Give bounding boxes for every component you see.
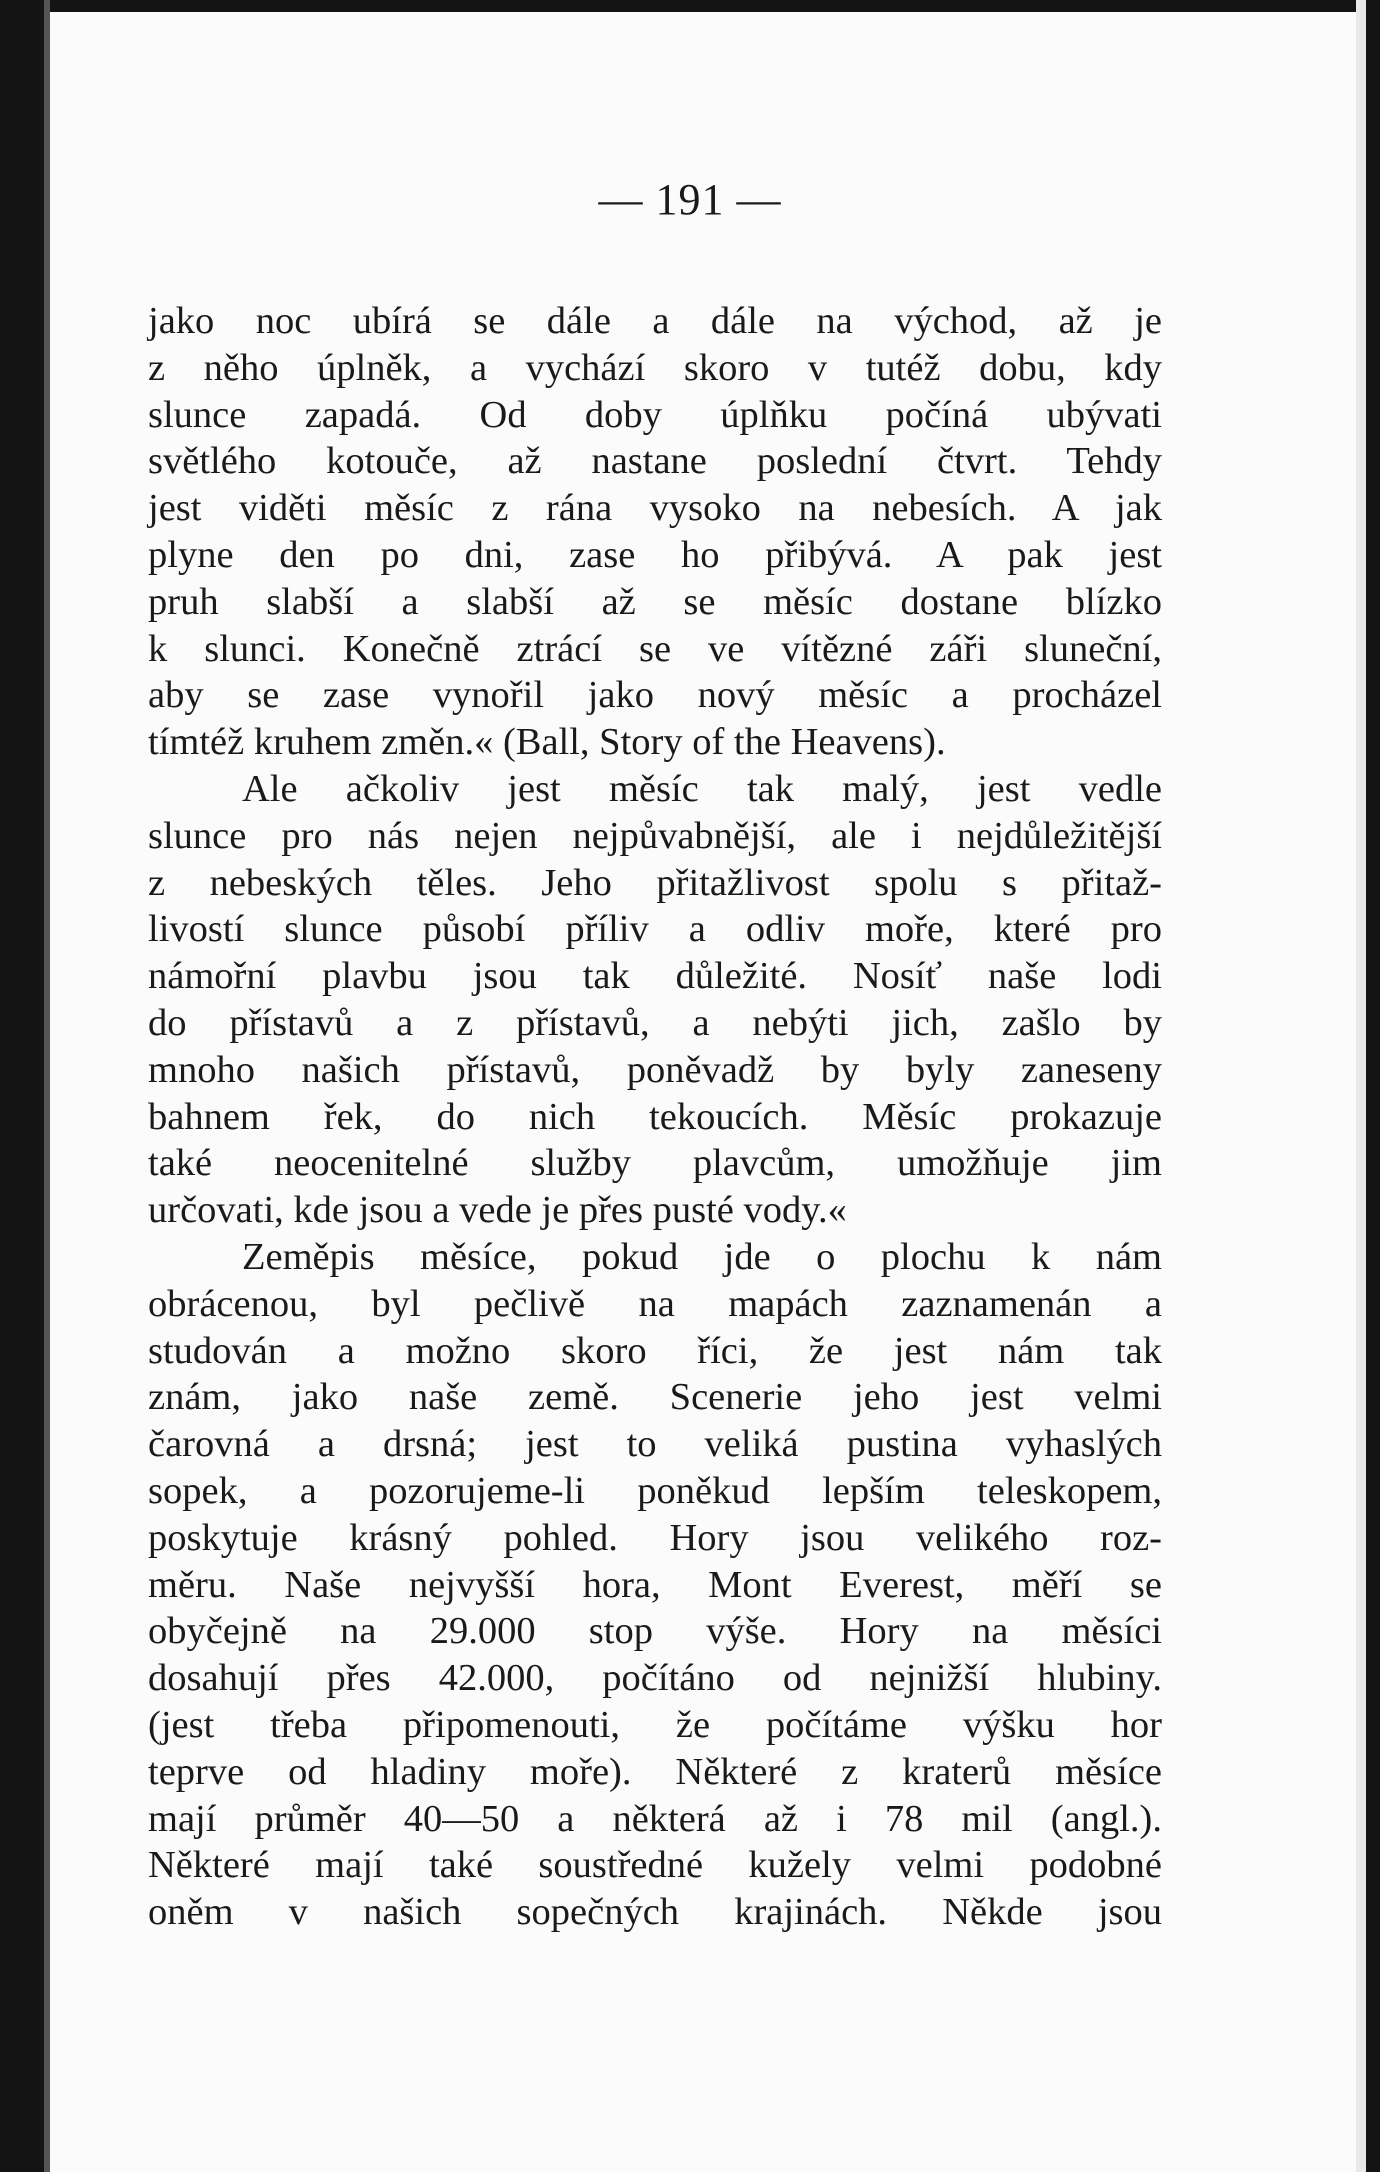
text-line: mají průměr 40—50 a některá až i 78 mil (angl.). <box>148 1797 1162 1840</box>
text-line: Některé mají také soustředné kužely velmi podobné <box>148 1844 1162 1887</box>
scan-right-edge <box>1366 0 1380 2172</box>
text-line: také neocenitelné služby plavcům, umožňuje jim <box>148 1142 1162 1185</box>
scan-right-shadow <box>1356 0 1366 2172</box>
text-line: obyčejně na 29.000 stop výše. Hory na měsíci <box>148 1610 1162 1653</box>
text-line: tímtéž kruhem změn.« (Ball, Story of the Heavens). <box>148 721 946 764</box>
text-line: jako noc ubírá se dále a dále na východ, až je <box>148 300 1162 342</box>
text-line: bahnem řek, do nich tekoucích. Měsíc prokazuje <box>148 1095 1162 1138</box>
text-line: slunce pro nás nejen nejpůvabnější, ale i nejdůležitější <box>148 814 1162 857</box>
text-line: slunce zapadá. Od doby úplňku počíná ubývati <box>148 393 1162 436</box>
text-line: livostí slunce působí příliv a odliv moře, které pro <box>148 908 1162 951</box>
text-line: teprve od hladiny moře). Některé z kraterů měsíce <box>148 1750 1162 1793</box>
text-line: studován a možno skoro říci, že jest nám tak <box>148 1329 1162 1372</box>
scan-left-edge <box>0 0 44 2172</box>
text-line: sopek, a pozorujeme-li poněkud lepším teleskopem, <box>148 1469 1162 1512</box>
text-line: (jest třeba připomenouti, že počítáme výšku hor <box>148 1703 1162 1746</box>
text-line: čarovná a drsná; jest to veliká pustina vyhaslých <box>148 1423 1162 1466</box>
text-line: jest viděti měsíc z rána vysoko na nebesích. A jak <box>148 487 1162 530</box>
text-line: námořní plavbu jsou tak důležité. Nosíť naše lodi <box>148 955 1162 998</box>
text-line: k slunci. Konečně ztrácí se ve vítězné záři sluneční, <box>148 627 1162 670</box>
text-line: určovati, kde jsou a vede je přes pusté vody.« <box>148 1189 847 1232</box>
text-line: dosahují přes 42.000, počítáno od nejnižší hlubiny. <box>148 1657 1162 1700</box>
text-line: světlého kotouče, až nastane poslední čtvrt. Tehdy <box>148 440 1162 483</box>
text-line: Ale ačkoliv jest měsíc tak malý, jest vedle <box>242 767 1162 810</box>
text-line: znám, jako naše země. Scenerie jeho jest velmi <box>148 1376 1162 1419</box>
text-line: poskytuje krásný pohled. Hory jsou velikého roz- <box>148 1516 1162 1559</box>
text-line: oněm v našich sopečných krajinách. Někde jsou <box>148 1891 1162 1934</box>
text-line: pruh slabší a slabší až se měsíc dostane blízko <box>148 580 1162 623</box>
text-line: Zeměpis měsíce, pokud jde o plochu k nám <box>242 1235 1162 1278</box>
text-line: z nebeských těles. Jeho přitažlivost spolu s přitaž- <box>148 861 1162 904</box>
page-number: — 191 — <box>598 175 782 224</box>
text-line: obrácenou, byl pečlivě na mapách zaznamenán a <box>148 1282 1162 1325</box>
body-text <box>148 298 1162 1936</box>
text-line: plyne den po dni, zase ho přibývá. A pak jest <box>148 533 1162 576</box>
scan-top-edge <box>0 0 1380 12</box>
text-line: do přístavů a z přístavů, a nebýti jich, zašlo by <box>148 1001 1162 1044</box>
text-line: měru. Naše nejvyšší hora, Mont Everest, měří se <box>148 1563 1162 1606</box>
text-line: z něho úplněk, a vychází skoro v tutéž dobu, kdy <box>148 346 1162 389</box>
text-line: mnoho našich přístavů, poněvadž by byly zaneseny <box>148 1048 1162 1091</box>
text-line: aby se zase vynořil jako nový měsíc a procházel <box>148 674 1162 717</box>
